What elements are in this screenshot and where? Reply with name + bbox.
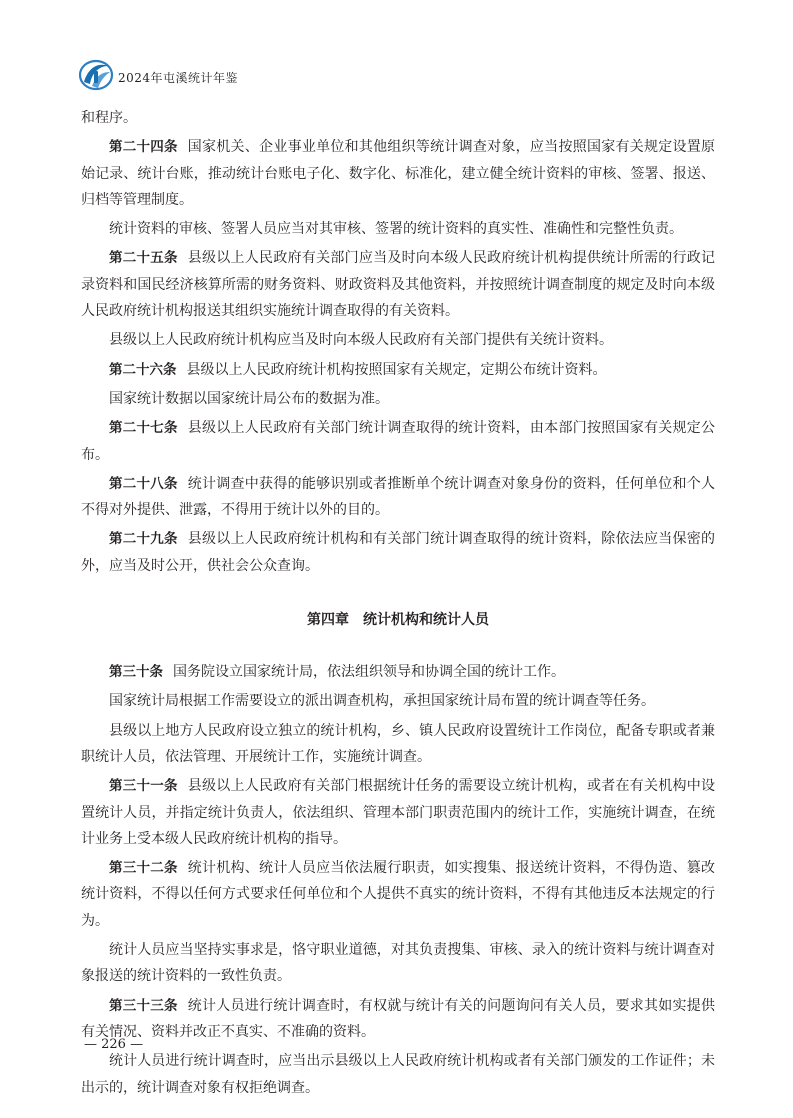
page-header [78, 58, 718, 98]
article-27 [81, 415, 715, 468]
article-text: 国务院设立国家统计局，依法组织领导和协调全国的统计工作。 [173, 664, 565, 681]
paragraph: 国家统计数据以国家统计局公布的数据为准。 [109, 390, 389, 407]
article-text: 国家机关、企业事业单位和其他组织等统计调查对象，应当按照国家有关规定设置原始记录、统计台账，推动统计台账电子化、数字化、标准化，建立健全统计资料的审核、签署、报送、归档等管理制度。 [81, 139, 715, 208]
paragraph: 统计资料的审核、签署人员应当对其审核、签署的统计资料的真实性、准确性和完整性负责。 [109, 221, 683, 238]
article-25 [81, 245, 715, 324]
article-text: 县级以上人民政府有关部门统计调查取得的统计资料，由本部门按照国家有关规定公布。 [81, 420, 715, 463]
article-label: 第二十八条 [109, 475, 178, 492]
yearbook-logo-icon [78, 58, 114, 92]
article-text: 县级以上人民政府统计机构按照国家有关规定，定期公布统计资料。 [186, 361, 607, 378]
article-text: 统计调查中获得的能够识别或者推断单个统计调查对象身份的资料，任何单位和个人不得对外提供、泄露，不得用于统计以外的目的。 [81, 475, 715, 519]
article-text: 统计人员进行统计调查时，有权就与统计有关的问题询问有关人员，要求其如实提供有关情况、资料并改正不真实、不准确的资料。 [81, 997, 715, 1040]
article-label: 第二十五条 [109, 250, 178, 267]
paragraph: 统计人员应当坚持实事求是，恪守职业道德，对其负责搜集、审核、录入的统计资料与统计调查对象报送的统计资料的一致性负责。 [81, 942, 715, 985]
article-29 [81, 526, 715, 579]
article-30 [81, 659, 715, 685]
article-24 [81, 134, 715, 213]
article-label: 第二十六条 [109, 361, 177, 378]
paragraph: 统计人员进行统计调查时，应当出示县级以上人民政府统计机构或者有关部门颁发的工作证件；未出示的，统计调查对象有权拒绝调查。 [81, 1053, 715, 1096]
article-label: 第二十四条 [109, 139, 178, 156]
paragraph: 县级以上地方人民政府设立独立的统计机构，乡、镇人民政府设置统计工作岗位，配备专职或者兼职统计人员，依法管理、开展统计工作，实施统计调查。 [81, 722, 715, 765]
article-text: 县级以上人民政府有关部门应当及时向本级人民政府统计机构提供统计所需的行政记录资料和国民经济核算所需的财务资料、财政资料及其他资料，并按照统计调查制度的规定及时向本级人民政府统计机构报送其组织实施统计调查取得的有关资料。 [81, 250, 715, 320]
page-number: — 226 — [84, 1037, 144, 1052]
article-31 [81, 773, 715, 852]
paragraph: 国家统计局根据工作需要设立的派出调查机构，承担国家统计局布置的统计调查等任务。 [109, 693, 655, 710]
article-label: 第二十九条 [109, 531, 178, 548]
paragraph: 县级以上人民政府统计机构应当及时向本级人民政府有关部门提供有关统计资料。 [109, 332, 613, 349]
chapter-heading [81, 607, 715, 633]
article-26 [81, 357, 715, 383]
article-32 [81, 855, 715, 934]
article-28 [81, 471, 715, 524]
article-label: 第三十条 [109, 664, 163, 681]
chapter-title: 统计机构和统计人员 [363, 612, 489, 629]
article-label: 第三十三条 [109, 997, 178, 1014]
yearbook-title: 2024年屯溪统计年鉴 [118, 71, 239, 85]
document-body [81, 105, 715, 1101]
article-text: 县级以上人民政府统计机构和有关部门统计调查取得的统计资料，除依法应当保密的外，应当及时公开，供社会公众查询。 [81, 531, 715, 574]
article-text: 统计机构、统计人员应当依法履行职责，如实搜集、报送统计资料，不得伪造、篡改统计资料，不得以任何方式要求任何单位和个人提供不真实的统计资料，不得有其他违反本法规定的行为。 [81, 860, 715, 929]
article-33 [81, 993, 715, 1046]
chapter-number: 第四章 [307, 612, 349, 629]
article-label: 第三十一条 [109, 778, 178, 795]
continued-paragraph: 和程序。 [81, 110, 137, 126]
article-label: 第三十二条 [109, 860, 178, 877]
article-text: 县级以上人民政府有关部门根据统计任务的需要设立统计机构，或者在有关机构中设置统计人员，并指定统计负责人，依法组织、管理本部门职责范围内的统计工作，实施统计调查，在统计业务上受本级人民政府统计机构的指导。 [81, 778, 715, 847]
article-label: 第二十七条 [109, 420, 178, 437]
